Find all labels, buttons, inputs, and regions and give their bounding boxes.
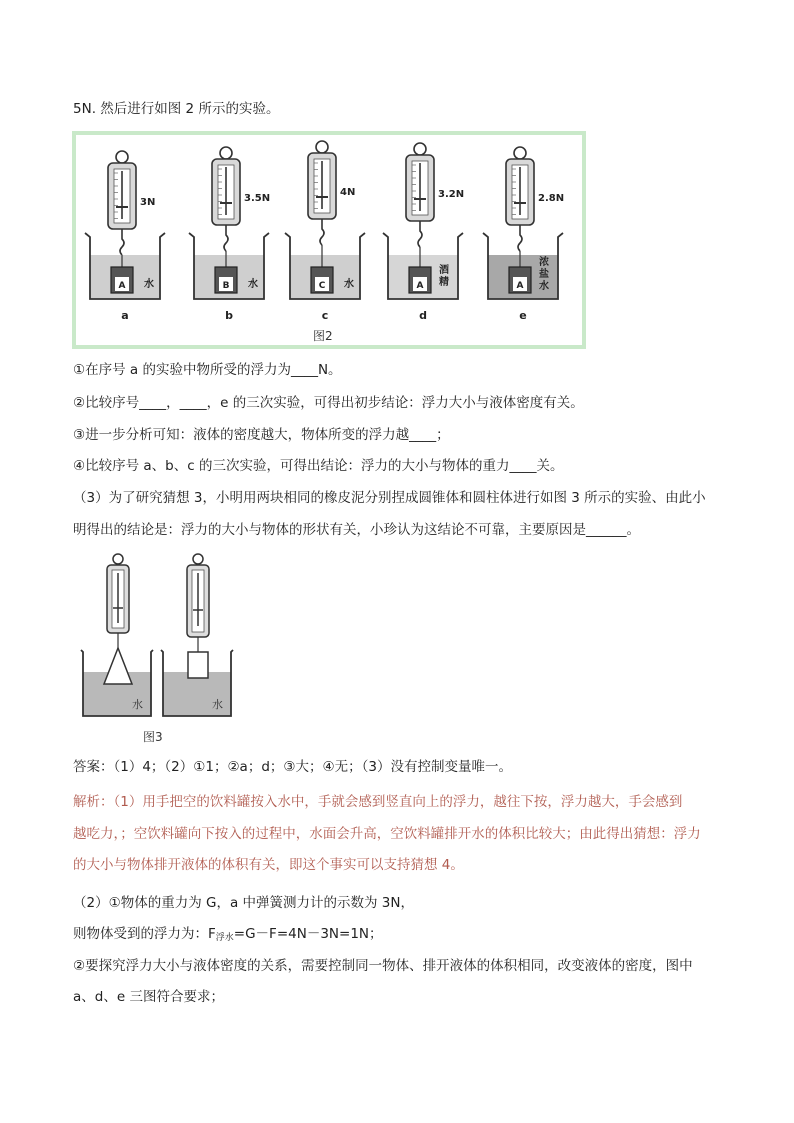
- scale-hook: [224, 225, 228, 251]
- scale-reading: 3N: [140, 197, 156, 208]
- scale-reading: 3.5N: [244, 193, 271, 204]
- panel-letter: a: [121, 309, 129, 322]
- part-3-line-1: （3）为了研究猜想 3，小明用两块相同的橡皮泥分别捏成圆锥体和圆柱体进行如图 3 所示的实验、由此小: [73, 490, 706, 506]
- liquid-label: 水: [539, 281, 549, 292]
- panel-letter: e: [519, 309, 527, 322]
- analysis-line-2: 越吃力，；空饮料罐向下按入的过程中，水面会升高，空饮料罐排开水的体积比较大；由此得出猜想：浮力: [73, 826, 701, 842]
- buoyancy-subscript: 浮水: [215, 933, 234, 943]
- scale-hook: [418, 221, 422, 247]
- solution-line-1: （2）①物体的重力为 G，a 中弹簧测力计的示数为 3N，: [73, 895, 414, 911]
- liquid-label: 水: [248, 279, 258, 290]
- scale-reading: 3.2N: [438, 189, 465, 200]
- panel-b: [189, 147, 270, 322]
- scale-hook: [518, 225, 522, 251]
- scale-reading: 2.8N: [538, 193, 565, 204]
- figure-3-liquid-label-2: 水: [212, 698, 223, 711]
- figure-3-caption: 图3: [143, 730, 163, 744]
- liquid-label: 精: [439, 277, 449, 288]
- scale-ring: [514, 147, 526, 159]
- part-3-line-2: 明得出的结论是：浮力的大小与物体的形状有关，小珍认为这结论不可靠，主要原因是______。: [73, 522, 640, 538]
- block-label: A: [416, 281, 424, 291]
- figure-2-drawing: [76, 135, 582, 345]
- panel-c: [285, 141, 365, 322]
- liquid-label: 浓: [539, 257, 549, 268]
- scale-hook: [120, 229, 124, 255]
- panel-letter: d: [419, 309, 427, 322]
- solution-line-2: [73, 925, 383, 947]
- question-2: ②比较序号____，____，e 的三次实验，可得出初步结论：浮力大小与液体密度有关。: [73, 395, 584, 411]
- scale-ring: [220, 147, 232, 159]
- scale-hook: [320, 219, 324, 245]
- panel-d: [383, 143, 464, 322]
- block-label: B: [222, 281, 230, 291]
- figure-2: [72, 131, 586, 349]
- scale-reading: 4N: [340, 187, 356, 198]
- scale-ring: [316, 141, 328, 153]
- answer-text: 答案：（1）4；（2）①1；②a；d；③大；④无；（3）没有控制变量唯一。: [73, 759, 512, 775]
- analysis-line-1: 解析：（1）用手把空的饮料罐按入水中，手就会感到竖直向上的浮力，越往下按，浮力越大，手会感到: [73, 794, 683, 810]
- solution-line-2-suffix: =G－F=4N－3N=1N；: [233, 926, 383, 942]
- figure-3-liquid-label-1: 水: [132, 698, 143, 711]
- liquid-label: 水: [144, 279, 154, 290]
- scale-ring: [414, 143, 426, 155]
- figure-3: [77, 548, 235, 743]
- panel-e: [483, 147, 564, 322]
- panel-letter: b: [225, 309, 233, 322]
- spring-scale-2: [187, 554, 209, 652]
- figure-2-caption: 图2: [313, 329, 333, 343]
- question-1: ①在序号 a 的实验中物所受的浮力为____N。: [73, 362, 342, 378]
- block-label: A: [516, 281, 524, 291]
- block-label: C: [318, 281, 326, 291]
- panel-letter: c: [321, 309, 329, 322]
- analysis-line-3: 的大小与物体排开液体的体积有关，即这个事实可以支持猜想 4。: [73, 857, 464, 873]
- question-3: ③进一步分析可知：液体的密度越大，物体所变的浮力越____；: [73, 427, 450, 443]
- panel-a: [85, 151, 165, 322]
- spring-scale-1: [107, 554, 129, 648]
- solution-line-3: ②要探究浮力大小与液体密度的关系，需要控制同一物体、排开液体的体积相同，改变液体的密度，图中: [73, 958, 693, 974]
- intro-text: 5N. 然后进行如图 2 所示的实验。: [73, 101, 280, 117]
- question-4: ④比较序号 a、b、c 的三次实验，可得出结论：浮力的大小与物体的重力____关。: [73, 458, 564, 474]
- scale-ring: [116, 151, 128, 163]
- liquid-label: 酒: [439, 265, 449, 276]
- liquid-label: 水: [344, 279, 354, 290]
- solution-line-2-prefix: 则物体受到的浮力为：F: [73, 926, 216, 942]
- liquid-label: 盐: [539, 269, 549, 280]
- block-label: A: [118, 281, 126, 291]
- solution-line-4: a、d、e 三图符合要求；: [73, 989, 224, 1005]
